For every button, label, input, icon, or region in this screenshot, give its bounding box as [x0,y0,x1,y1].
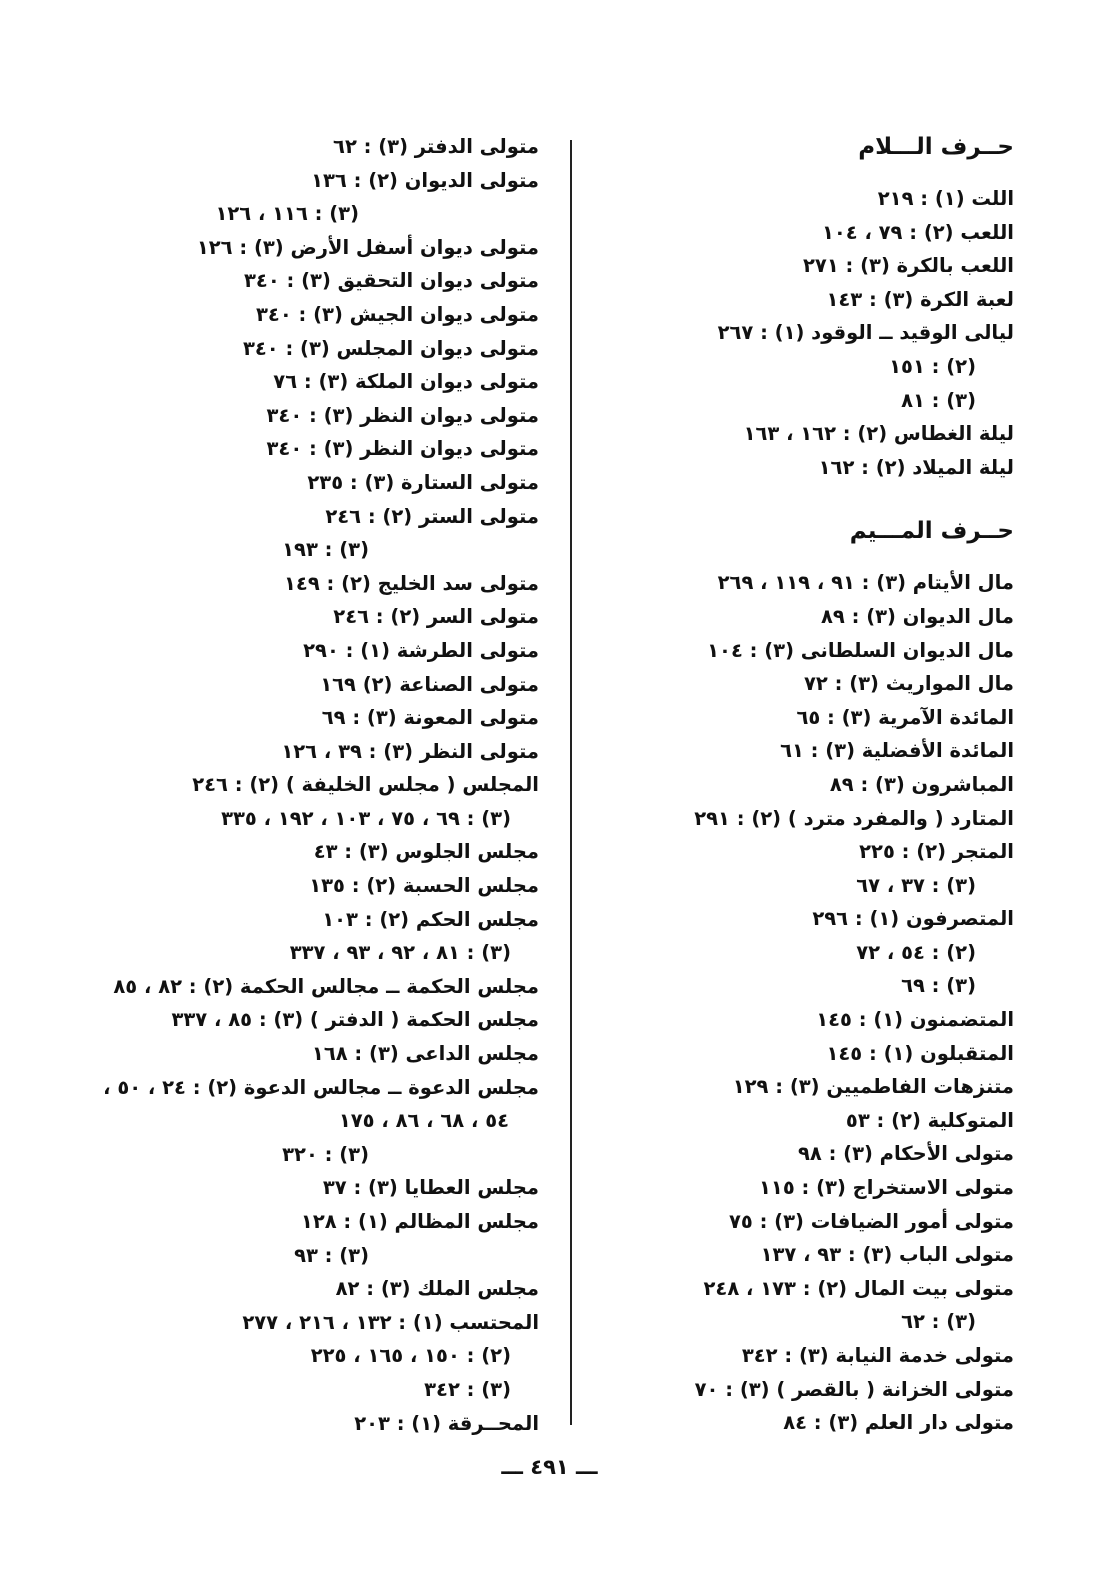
index-entry: متولى أمور الضيافات (٣) : ٧٥ [728,1209,1014,1233]
index-entry: مجلس الحكمة ــ مجالس الحكمة (٢) : ٨٢ ، ٨٥ [113,974,539,998]
index-entry: (٣) : ٦٩ [901,974,976,998]
index-entry: مجلس المظالم (١) : ١٢٨ [300,1210,539,1233]
index-entry: متولى الأحكام (٣) : ٩٨ [797,1142,1014,1166]
index-entry: المحتسب (١) : ١٣٢ ، ٢١٦ ، ٢٧٧ [242,1310,539,1334]
right-column [594,130,1014,1440]
section-heading-lam: حــرف الـــلام [858,134,1014,160]
index-entry: متولى الطرشة (١) : ٢٩٠ [303,638,539,662]
index-entry: متولى الدفتر (٣) : ٦٢ [333,135,539,158]
index-entry: متنزهات الفاطميين (٣) : ١٢٩ [732,1075,1014,1099]
index-entry: متولى ديوان المجلس (٣) : ٣٤٠ [242,336,539,360]
index-entry: المتضمنون (١) : ١٤٥ [816,1008,1014,1032]
index-entry: لعبة الكرة (٣) : ١٤٣ [826,287,1014,311]
index-entry: (٣) : ١١٦ ، ١٢٦ [215,202,359,226]
lam-entries-list [594,182,1014,484]
index-entry: (٣) : ٨١ [901,388,976,412]
left-entries-list [49,130,539,1440]
section-heading-mim: حــرف المـــيم [849,518,1014,545]
index-entry: (٣) : ٣٢٠ [282,1142,369,1166]
index-entry: ٥٤ ، ٦٨ ، ٨٦ ، ١٧٥ [338,1109,509,1133]
index-entry: متولى ديوان أسفل الأرض (٣) : ١٢٦ [196,235,539,259]
index-entry: مجلس العطايا (٣) : ٣٧ [322,1176,539,1200]
index-entry: متولى الستر (٢) : ٢٤٦ [325,504,539,528]
index-entry: المتارد ( والمفرد مترد ) (٢) : ٢٩١ [694,806,1014,830]
index-entry: متولى الستارة (٣) : ٢٣٥ [307,470,539,494]
index-entry: ليلة الميلاد (٢) : ١٦٢ [818,455,1014,479]
index-entry: (٣) : ١٩٣ [282,538,369,562]
index-entry: متولى السر (٢) : ٢٤٦ [333,605,539,629]
index-entry: المتصرفون (١) : ٢٩٦ [812,907,1014,931]
index-entry: ليالى الوقيد ــ الوقود (١) : ٢٦٧ [717,321,1014,345]
index-entry: مجلس الحسبة (٢) : ١٣٥ [309,874,539,898]
index-entry: ليلة الغطاس (٢) : ١٦٢ ، ١٦٣ [743,422,1014,446]
index-entry: متولى الديوان (٢) : ١٣٦ [311,168,539,192]
index-entry: مال المواريث (٣) : ٧٢ [804,672,1014,696]
index-entry: مجلس الجلوس (٣) : ٤٣ [313,840,539,864]
index-entry: المتقبلون (١) : ١٤٥ [826,1041,1014,1065]
index-entry: مال الديوان السلطانى (٣) : ١٠٤ [707,638,1014,662]
index-entry: المحــرقة (١) : ٢٠٣ [354,1411,539,1435]
index-entry: متولى دار العلم (٣) : ٨٤ [783,1411,1014,1435]
index-entry: اللعب بالكرة (٣) : ٢٧١ [803,254,1014,278]
index-entry: مجلس الحكمة ( الدفتر ) (٣) : ٨٥ ، ٣٣٧ [171,1008,539,1032]
index-entry: متولى الباب (٣) : ٩٣ ، ١٣٧ [760,1243,1014,1267]
index-entry: المجلس ( مجلس الخليفة ) (٢) : ٢٤٦ [192,773,539,797]
index-entry: متولى سد الخليج (٢) : ١٤٩ [284,571,539,595]
index-entry: مجلس الداعى (٣) : ١٦٨ [311,1042,539,1066]
index-entry: متولى الخزانة ( بالقصر ) (٣) : ٧٠ [694,1377,1014,1401]
index-entry: متولى الاستخراج (٣) : ١١٥ [759,1176,1014,1200]
index-entry: المائدة الأفضلية (٣) : ٦١ [780,739,1014,763]
page-number: ـــ ٤٩١ ـــ [501,1455,598,1479]
mim-entries-list [594,566,1014,1439]
index-entry: مال الديوان (٣) : ٨٩ [821,604,1014,628]
index-entry: متولى الصناعة (٢) ١٦٩ [320,672,539,696]
index-entry: (٣) : ٦٩ ، ٧٥ ، ١٠٣ ، ١٩٢ ، ٣٣٥ [221,806,511,830]
index-entry: (٣) : ٨١ ، ٩٢ ، ٩٣ ، ٣٣٧ [289,941,511,965]
index-entry: (٣) : ٩٣ [294,1243,369,1267]
index-entry: المائدة الآمرية (٣) : ٦٥ [796,705,1014,729]
index-entry: متولى ديوان النظر (٣) : ٣٤٠ [266,403,539,427]
index-entry: المتجر (٢) : ٢٢٥ [859,840,1014,864]
index-entry: متولى ديوان التحقيق (٣) : ٣٤٠ [244,269,539,293]
index-entry: متولى خدمة النيابة (٣) : ٣٤٢ [741,1344,1014,1367]
index-entry: متولى النظر (٣) : ٣٩ ، ١٢٦ [281,739,539,763]
index-entry: المتوكلية (٢) : ٥٣ [845,1108,1014,1132]
left-column [49,130,539,1440]
index-entry: (٣) : ٣٤٢ [424,1377,511,1401]
index-entry: مجلس الدعوة ــ مجالس الدعوة (٢) : ٢٤ ، ٥٠ ، [103,1075,539,1099]
index-entry: مجلس الحكم (٢) : ١٠٣ [322,907,539,931]
index-entry: متولى بيت المال (٢) : ١٧٣ ، ٢٤٨ [703,1276,1014,1300]
index-entry: متولى المعونة (٣) : ٦٩ [321,706,539,730]
index-entry: متولى ديوان الجيش (٣) : ٣٤٠ [256,302,539,326]
index-entry: المباشرون (٣) : ٨٩ [829,772,1014,796]
index-entry: مال الأيتام (٣) : ٩١ ، ١١٩ ، ٢٦٩ [717,571,1014,595]
index-entry: (٣) : ٣٧ ، ٦٧ [856,873,976,897]
index-entry: مجلس الملك (٣) : ٨٢ [335,1277,539,1301]
index-entry: اللعب (٢) : ٧٩ ، ١٠٤ [821,220,1014,244]
index-entry: متولى ديوان النظر (٣) : ٣٤٠ [266,437,539,461]
index-entry: (٢) : ١٥١ [889,354,976,378]
index-entry: (٢) : ١٥٠ ، ١٦٥ ، ٢٢٥ [310,1344,511,1368]
index-entry: (٢) : ٥٤ ، ٧٢ [856,940,976,964]
index-entry: (٣) : ٦٢ [901,1310,976,1334]
index-entry: متولى ديوان الملكة (٣) : ٧٦ [273,370,539,394]
index-entry: اللت (١) : ٢١٩ [877,187,1014,210]
column-divider [570,140,572,1425]
